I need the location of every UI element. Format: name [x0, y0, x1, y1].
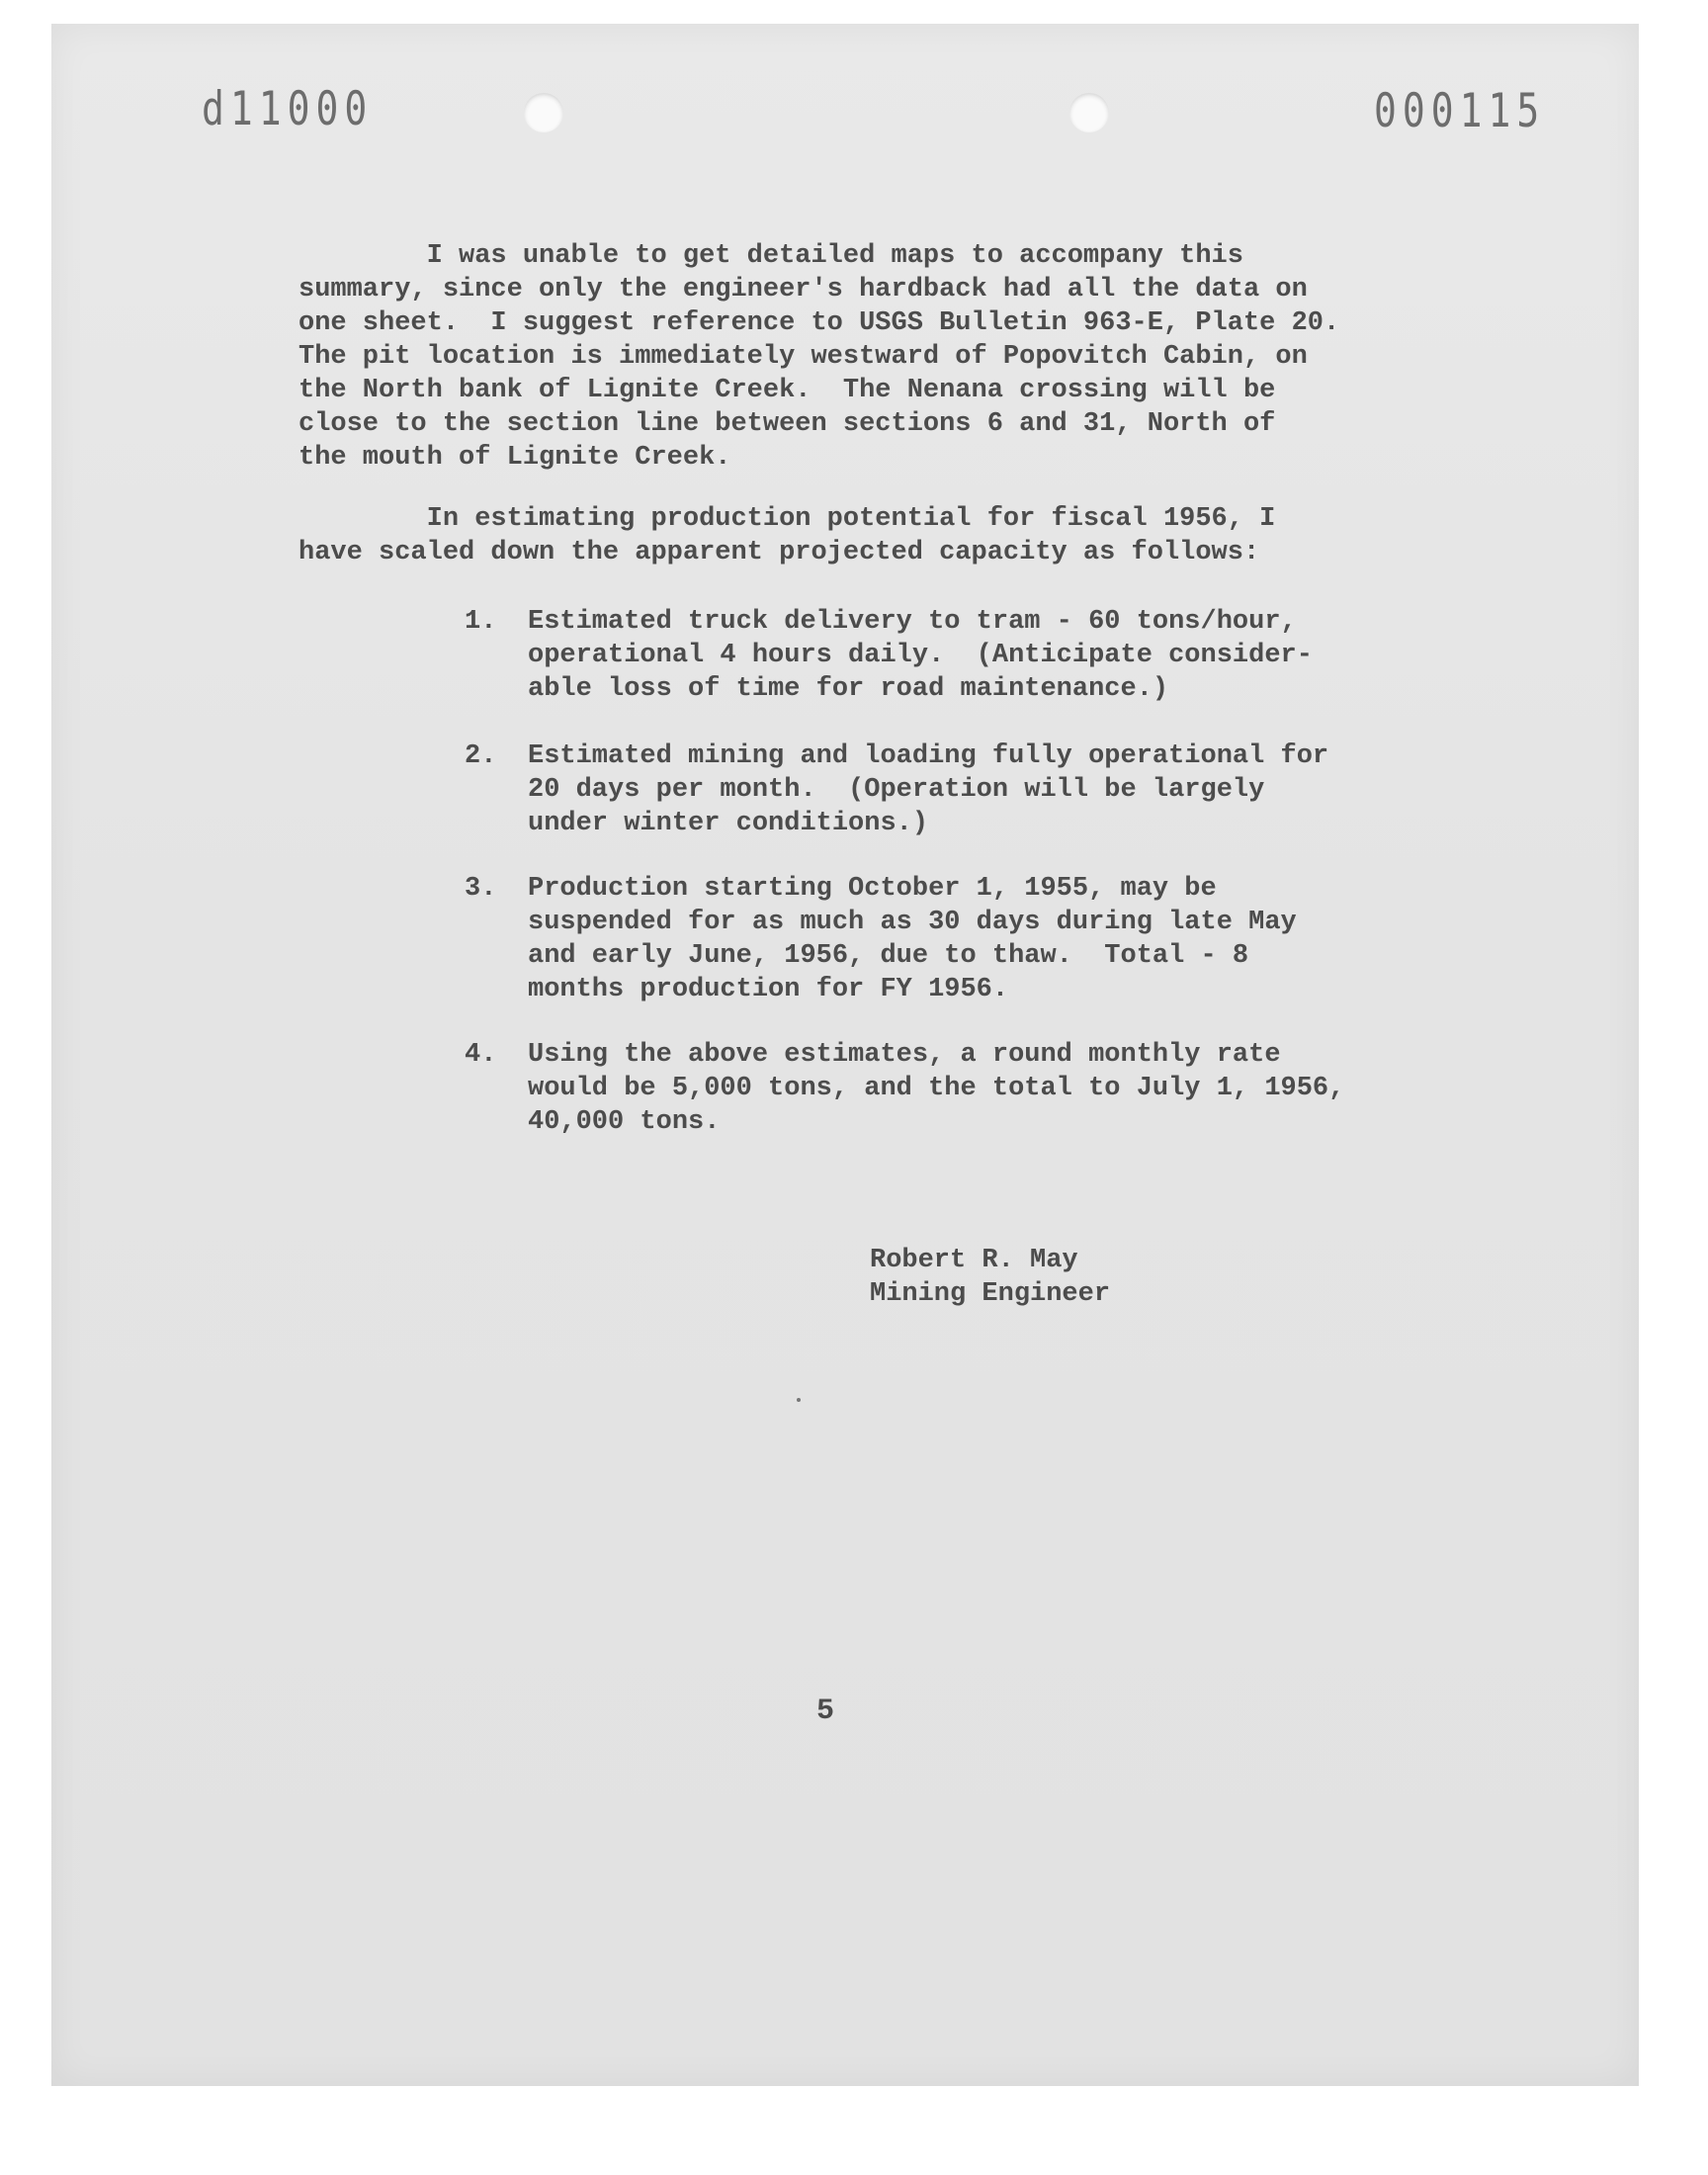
page-number: 5 — [816, 1695, 835, 1728]
punch-hole-left — [524, 93, 563, 132]
list-item-text: Using the above estimates, a round monthly rate would be 5,000 tons, and the total to July 1, 1956, 40,000 tons. — [528, 1040, 1345, 1137]
paragraph-production-potential: In estimating production potential for fiscal 1956, I have scaled down the apparent projected capacity as follows: — [299, 504, 1276, 567]
right-document-stamp: 000115 — [1374, 83, 1546, 137]
list-item-number: 3. — [465, 874, 497, 904]
list-item-text: Estimated truck delivery to tram - 60 tons/hour, operational 4 hours daily. (Anticipate consider- able loss of time for road maintenance.) — [528, 607, 1313, 704]
left-document-stamp: d11000 — [202, 81, 374, 135]
list-item-text: Estimated mining and loading fully operational for 20 days per month. (Operation will be largely under winter conditions.) — [528, 741, 1329, 838]
list-item-text: Production starting October 1, 1955, may be suspended for as much as 30 days during late May and early June, 1956, due to thaw. Total - 8 months production for FY 1956. — [528, 874, 1297, 1004]
signer-title: Mining Engineer — [870, 1279, 1111, 1309]
list-item-number: 1. — [465, 607, 497, 637]
speck — [797, 1398, 801, 1402]
punch-hole-right — [1069, 93, 1109, 132]
paragraph-maps-reference: I was unable to get detailed maps to accompany this summary, since only the engineer's hardback had all the data on one sheet. I suggest reference to USGS Bulletin 963-E, Plate 20. The pit location is immediately westward of Popovitch Cabin, on the North bank of Lignite Creek. The Nenana crossing will be close to the section line between sections 6 and 31, North of the mouth of Lignite Creek. — [299, 241, 1340, 473]
signer-name: Robert R. May — [870, 1246, 1078, 1275]
signature-block — [870, 1244, 1110, 1311]
list-item-number: 2. — [465, 741, 497, 771]
list-item-number: 4. — [465, 1040, 497, 1070]
